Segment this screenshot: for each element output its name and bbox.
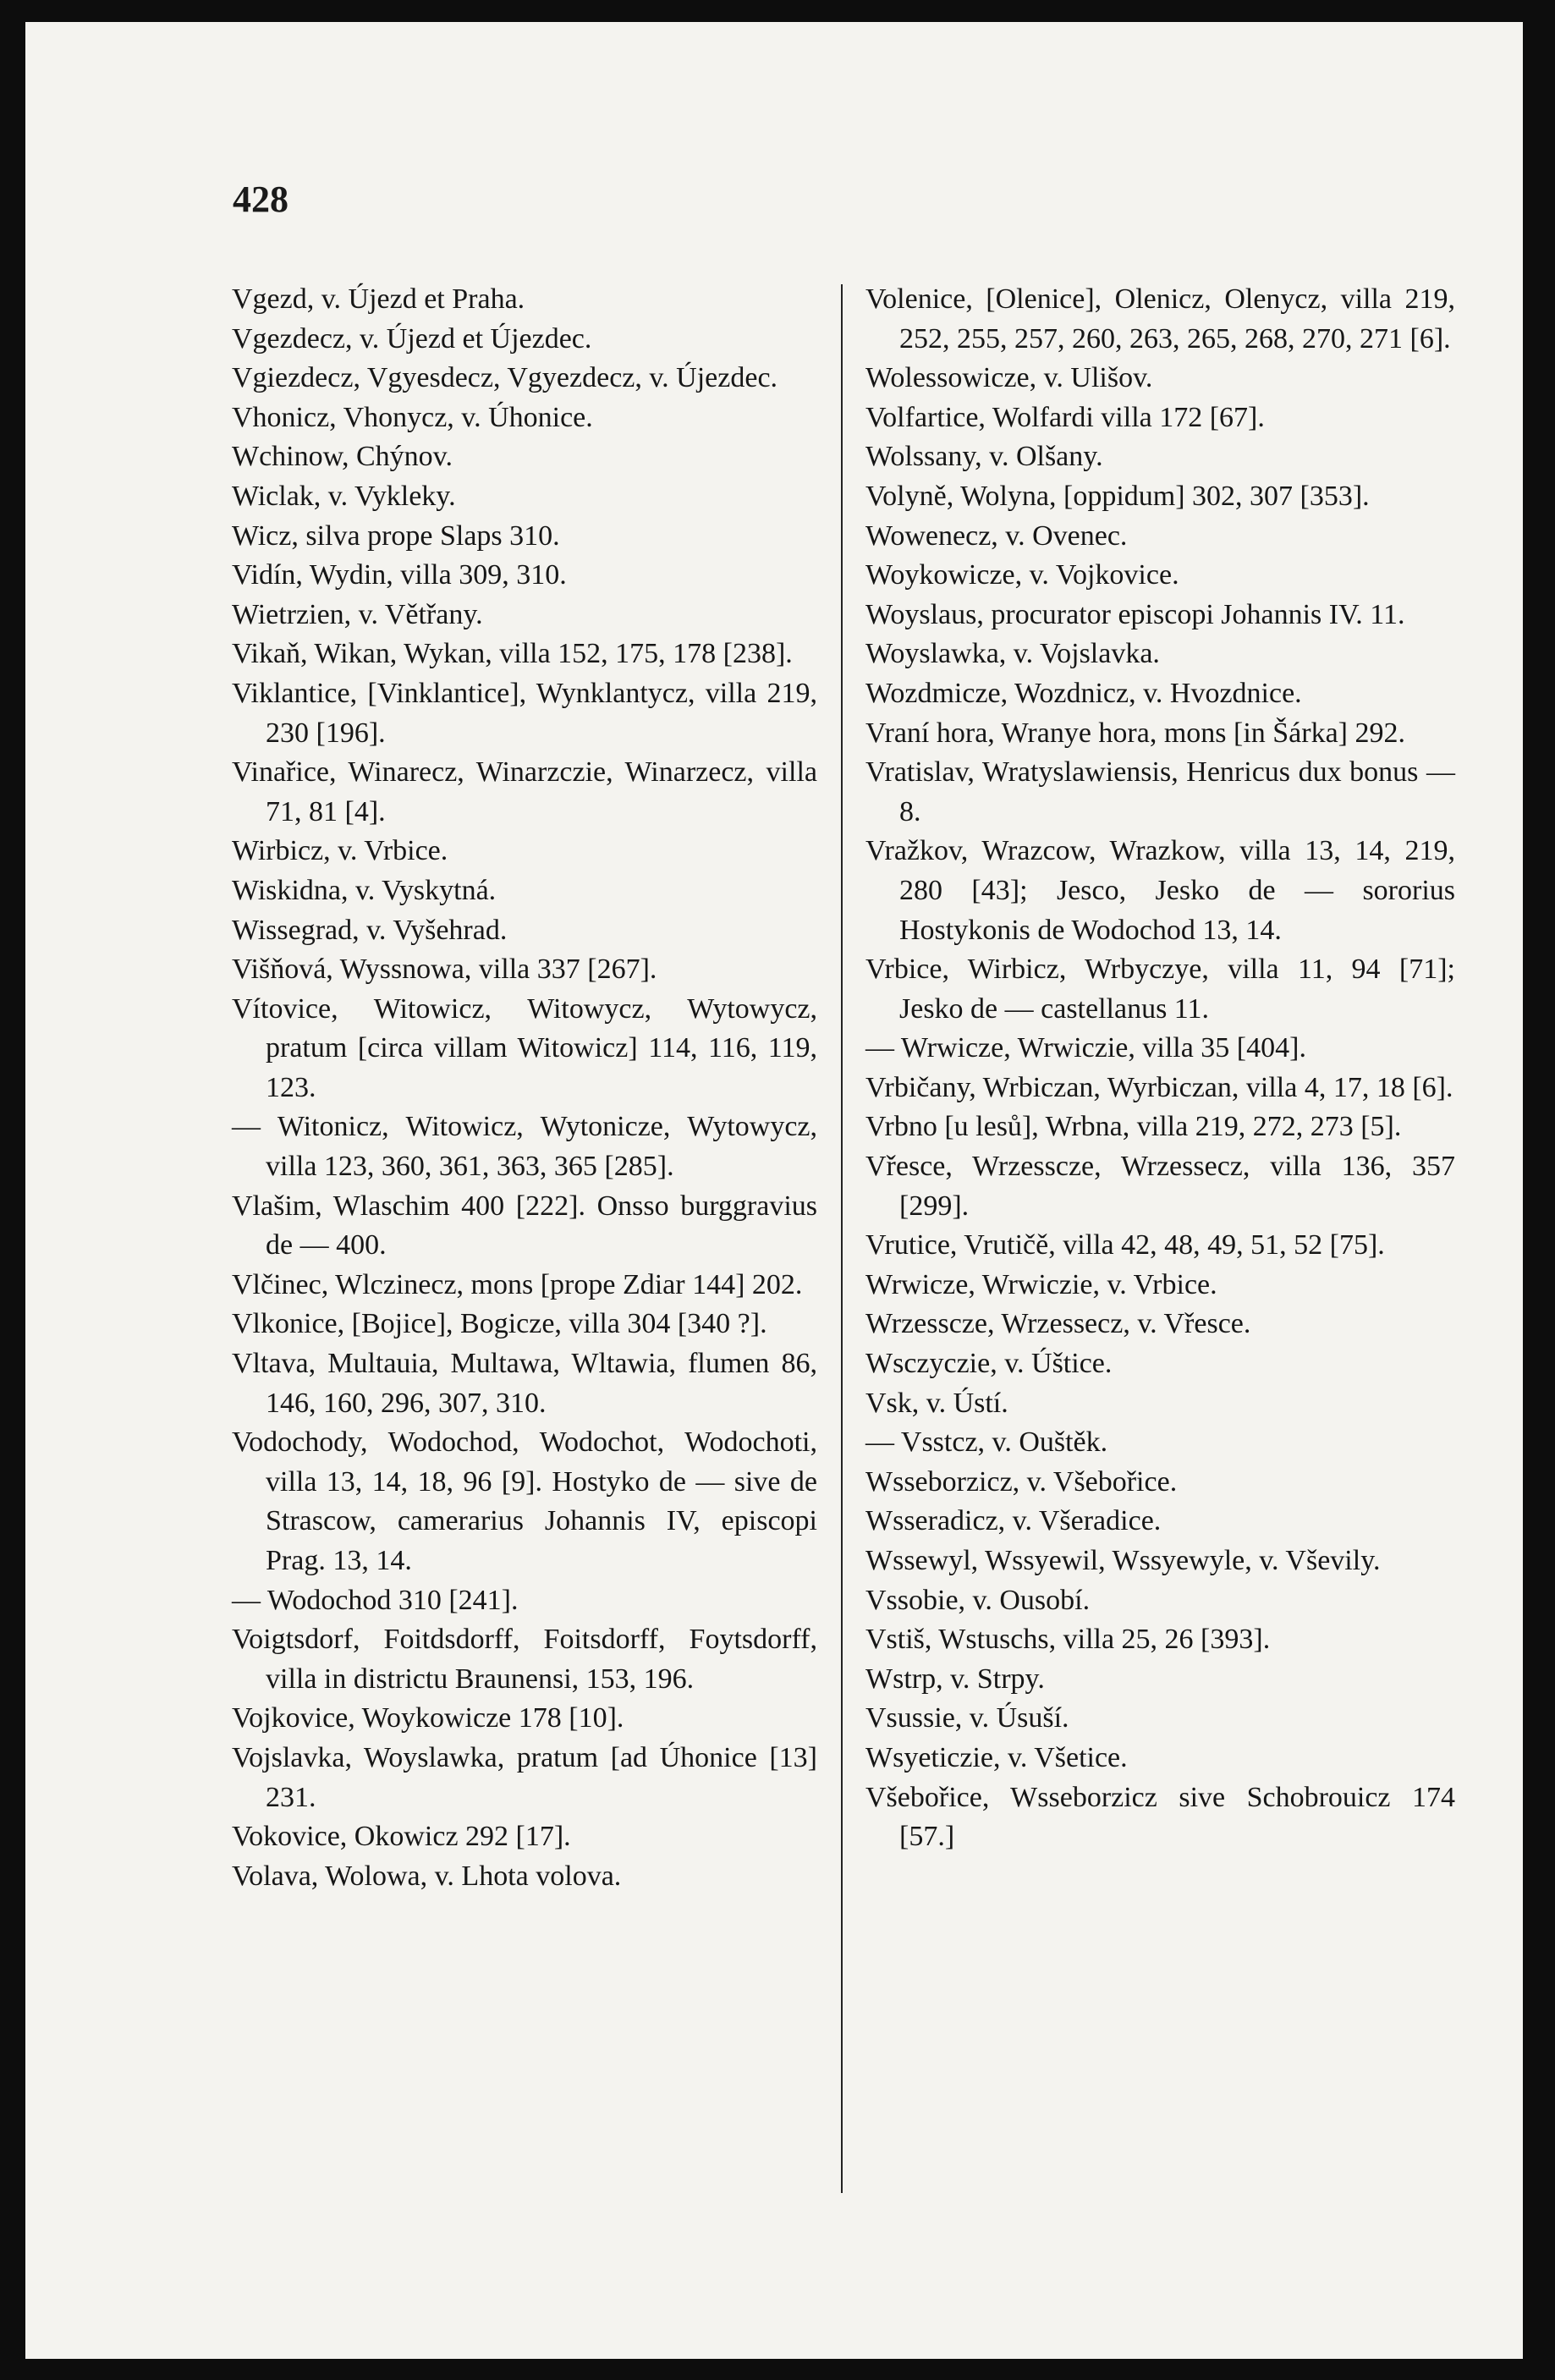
index-entry: Vítovice, Witowicz, Witowycz, Wytowycz, pratum [circa villam Witowicz] 114, 116, 119, 123. — [232, 992, 817, 1103]
index-entry: Woykowicze, v. Vojkovice. — [865, 559, 1179, 591]
index-entry: Vssobie, v. Ousobí. — [865, 1584, 1091, 1616]
index-entry: Woyslawka, v. Vojslavka. — [865, 638, 1160, 670]
index-entry: Wirbicz, v. Vrbice. — [232, 835, 448, 867]
index-entry: Volava, Wolowa, v. Lhota volova. — [232, 1860, 622, 1892]
index-entry: Vrutice, Vrutičě, villa 42, 48, 49, 51, 52 [75]. — [865, 1229, 1385, 1261]
index-entry: Vikaň, Wikan, Wykan, villa 152, 175, 178 [238]. — [232, 638, 793, 670]
index-entry: Vstiš, Wstuschs, villa 25, 26 [393]. — [865, 1624, 1271, 1656]
index-entry: Volyně, Wolyna, [oppidum] 302, 307 [353]. — [865, 480, 1370, 512]
index-entry: Vsussie, v. Úsuší. — [865, 1702, 1069, 1734]
index-entry: Vratislav, Wratyslawiensis, Henricus dux bonus — 8. — [865, 756, 1455, 827]
index-entry: Vgezd, v. Újezd et Praha. — [232, 283, 525, 315]
index-entry: Wrzesscze, Wrzessecz, v. Vřesce. — [865, 1308, 1251, 1340]
index-entry: Vlašim, Wlaschim 400 [222]. Onsso burggravius de — 400. — [232, 1190, 817, 1261]
book-page — [25, 22, 1523, 2359]
index-entry: Vojslavka, Woyslawka, pratum [ad Úhonice [13] 231. — [232, 1741, 817, 1813]
index-entry: Volenice, [Olenice], Olenicz, Olenycz, villa 219, 252, 255, 257, 260, 263, 265, 268, 270, 271 [6]. — [865, 283, 1455, 355]
index-entry: Vojkovice, Woykowicze 178 [10]. — [232, 1702, 624, 1734]
index-entry: Vgiezdecz, Vgyesdecz, Vgyezdecz, v. Újezdec. — [232, 362, 778, 394]
index-entry: — Vsstcz, v. Ouštěk. — [865, 1426, 1108, 1459]
index-entry: Wicz, silva prope Slaps 310. — [232, 519, 560, 552]
index-entry: Wsczyczie, v. Úštice. — [865, 1348, 1113, 1380]
index-entry: Wssewyl, Wssyewil, Wssyewyle, v. Vševily. — [865, 1545, 1381, 1576]
index-entry: Wsyeticzie, v. Všetice. — [865, 1741, 1128, 1773]
index-entry: Vlčinec, Wlczinecz, mons [prope Zdiar 144] 202. — [232, 1268, 803, 1300]
index-entry: Vokovice, Okowicz 292 [17]. — [232, 1821, 571, 1853]
index-entry: Wiskidna, v. Vyskytná. — [232, 874, 497, 906]
column-divider — [841, 284, 843, 2193]
index-entry: Višňová, Wyssnowa, villa 337 [267]. — [232, 954, 657, 986]
index-entry: Woyslaus, procurator episcopi Johannis IV. 11. — [865, 598, 1405, 630]
index-entry: — Wodochod 310 [241]. — [232, 1584, 519, 1616]
index-entry: Vgezdecz, v. Újezd et Újezdec. — [232, 322, 592, 355]
index-entry: Wowenecz, v. Ovenec. — [865, 519, 1128, 552]
index-entry: Vrbičany, Wrbiczan, Wyrbiczan, villa 4, 17, 18 [6]. — [865, 1071, 1453, 1103]
index-entry: Viklantice, [Vinklantice], Wynklantycz, villa 219, 230 [196]. — [232, 677, 817, 749]
index-entry: Wissegrad, v. Vyšehrad. — [232, 914, 508, 946]
index-entry: Wiclak, v. Vykleky. — [232, 480, 456, 512]
index-entry: — Wrwicze, Wrwiczie, villa 35 [404]. — [865, 1032, 1306, 1064]
index-column-left — [232, 280, 817, 1896]
index-entry: Wozdmicze, Wozdnicz, v. Hvozdnice. — [865, 677, 1302, 709]
index-entry: Vlkonice, [Bojice], Bogicze, villa 304 [340 ?]. — [232, 1308, 767, 1340]
index-entry: Všebořice, Wsseborzicz sive Schobrouicz 174 [57.] — [865, 1781, 1455, 1853]
index-column-right — [865, 280, 1455, 1857]
index-entry: Wsseradicz, v. Všeradice. — [865, 1505, 1162, 1537]
index-entry: Vřesce, Wrzessсze, Wrzessecz, villa 136, 357 [299]. — [865, 1151, 1455, 1222]
index-entry: Vinařice, Winarecz, Winarzczie, Winarzecz, villa 71, 81 [4]. — [232, 756, 817, 827]
index-entry: Voigtsdorf, Foitdsdorff, Foitsdorff, Foytsdorff, villa in districtu Braunensi, 153, 196. — [232, 1624, 817, 1695]
index-entry: Vltava, Multauia, Multawa, Wltawia, flumen 86, 146, 160, 296, 307, 310. — [232, 1348, 817, 1419]
page-number: 428 — [233, 179, 288, 220]
index-entry: Vodochody, Wodochod, Wodochot, Wodochoti, villa 13, 14, 18, 96 [9]. Hostyko de — sive de Strascow, camerarius Johannis IV, episcopi Prag. 13, 14. — [232, 1426, 817, 1576]
index-entry: Vrbno [u lesů], Wrbna, villa 219, 272, 273 [5]. — [865, 1111, 1402, 1143]
index-entry: Wchinow, Chýnov. — [232, 441, 453, 473]
index-entry: Wsseborzicz, v. Všebořice. — [865, 1465, 1178, 1498]
index-entry: Wstrp, v. Strpy. — [865, 1663, 1045, 1695]
index-entry: Wrwicze, Wrwiczie, v. Vrbice. — [865, 1268, 1217, 1300]
index-entry: Vidín, Wydin, villa 309, 310. — [232, 559, 567, 591]
index-entry: Vhonicz, Vhonycz, v. Úhonice. — [232, 401, 593, 433]
index-entry: Volfartice, Wolfardi villa 172 [67]. — [865, 401, 1265, 433]
index-entry: — Witonicz, Witowicz, Wytonicze, Wytowycz, villa 123, 360, 361, 363, 365 [285]. — [232, 1111, 817, 1183]
index-entry: Vraní hora, Wranye hora, mons [in Šárka] 292. — [865, 717, 1405, 749]
index-entry: Vrbice, Wirbicz, Wrbyczye, villa 11, 94 [71]; Jesko de — castellanus 11. — [865, 954, 1455, 1025]
index-entry: Wolssany, v. Olšany. — [865, 441, 1103, 473]
index-entry: Vsk, v. Ústí. — [865, 1387, 1008, 1419]
index-entry: Wietrzien, v. Větřany. — [232, 598, 483, 630]
index-entry: Wolessowicze, v. Ulišov. — [865, 362, 1153, 394]
index-entry: Vražkov, Wrazcow, Wrazkow, villa 13, 14, 219, 280 [43]; Jesco, Jesko de — sororius Hostykonis de Wodochod 13, 14. — [865, 835, 1455, 946]
